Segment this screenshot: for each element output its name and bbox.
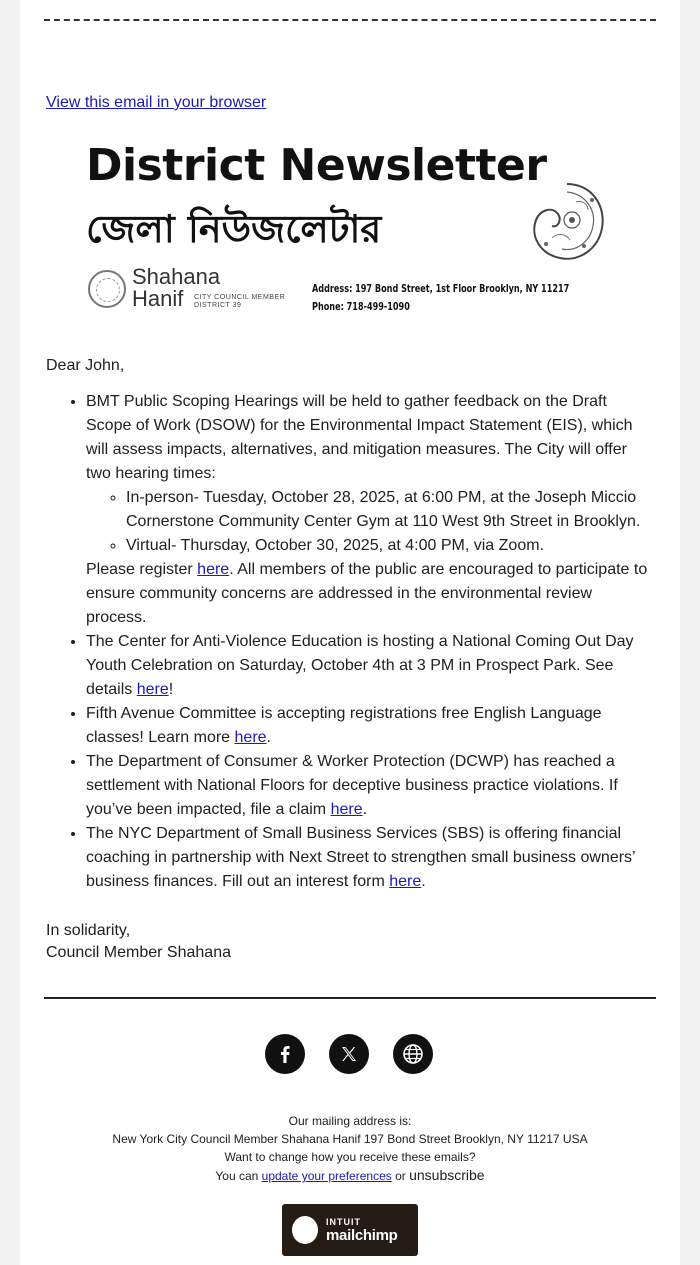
update-preferences-link[interactable]: update your preferences [261, 1169, 392, 1183]
unsubscribe-link[interactable]: unsubscribe [409, 1167, 485, 1183]
member-last-name: Hanif [132, 286, 184, 311]
list-item [86, 750, 656, 822]
x-icon[interactable] [329, 1034, 369, 1074]
mailing-address-label: Our mailing address is: [288, 1114, 412, 1128]
office-address: Address: 197 Bond Street, 1st Floor Brooklyn, NY 11217 [312, 282, 570, 295]
banner-title-bengali: জেলা নিউজলেটার [86, 207, 382, 251]
item-text: BMT Public Scoping Hearings will be held to gather feedback on the Draft Scope of Work (DSOW) for the Environmental Impact Statement (EIS), which will assess impacts, alternatives, and mitigation measures. The City will offer two hearing times: [86, 393, 633, 482]
paisley-ornament-icon [522, 176, 612, 266]
list-item: ◦ In-person- Tuesday, October 28, 2025, at 6:00 PM, at the Joseph Miccio Cornerstone Community Center Gym at 110 West 9th Street in Brooklyn. [126, 486, 656, 534]
list-item: ◦ Virtual- Thursday, October 30, 2025, at 4:00 PM, via Zoom. [126, 534, 656, 558]
item-text: The Center for Anti-Violence Education is hosting a National Coming Out Day Youth Celebration on Saturday, October 4th at 3 PM in Prospect Park. See details [86, 633, 634, 698]
social-links [265, 1034, 435, 1076]
list-item [86, 702, 656, 750]
item-text: The NYC Department of Small Business Services (SBS) is offering financial coaching in partnership with Next Street to strengthen small business owners’ business finances. Fill out an interest form [86, 825, 636, 890]
item-text: Please register [86, 561, 198, 578]
news-list [46, 390, 656, 894]
banner-title-english: District Newsletter [86, 140, 547, 191]
register-link[interactable]: here [197, 561, 230, 578]
item-text: . [421, 873, 426, 890]
list-item [86, 390, 656, 630]
signoff [46, 920, 656, 964]
list-item [86, 822, 656, 894]
newsletter-banner [86, 138, 616, 318]
item-text: . All members of the public are encouraged to participate to ensure community concerns are addressed in the environmental review process. [86, 561, 648, 626]
mailing-address: New York City Council Member Shahana Hanif 197 Bond Street Brooklyn, NY 11217 USA [112, 1132, 588, 1146]
item-text: Fifth Avenue Committee is accepting registrations free English Language classes! Learn more [86, 705, 602, 746]
member-title: CITY COUNCIL MEMBER [194, 294, 286, 301]
mailchimp-badge[interactable] [282, 1204, 418, 1256]
email-footer [20, 1112, 680, 1185]
signoff-line: In solidarity, [46, 922, 131, 939]
hearing-times-list [86, 486, 656, 558]
list-item [86, 630, 656, 702]
member-first-name: Shahana [132, 264, 221, 289]
change-prompt: Want to change how you receive these emails? [224, 1150, 476, 1164]
badge-product-line: mailchimp [326, 1227, 398, 1244]
dashed-divider [44, 19, 656, 21]
council-member-tag [194, 294, 285, 310]
preferences-line [20, 1166, 680, 1185]
item-text: The Department of Consumer & Worker Protection (DCWP) has reached a settlement with National Floors for deceptive business practice violations. If you’ve been impacted, file a claim [86, 753, 618, 818]
mailchimp-logo-icon [292, 1216, 318, 1244]
english-classes-link[interactable]: here [234, 729, 267, 746]
member-district: DISTRICT 39 [194, 302, 242, 309]
greeting: Dear John, [46, 357, 125, 374]
nyc-seal-icon [88, 270, 126, 308]
office-phone: Phone: 718-499-1090 [312, 300, 410, 313]
interest-form-link[interactable]: here [389, 873, 422, 890]
item-text: ! [168, 681, 174, 698]
badge-brand-line: INTUIT [326, 1217, 361, 1227]
item-text: . [362, 801, 368, 818]
email-card [20, 0, 680, 1265]
view-in-browser-link[interactable]: View this email in your browser [46, 94, 267, 111]
footer-divider [44, 997, 656, 999]
signoff-signature: Council Member Shahana [46, 944, 231, 961]
office-contact [312, 280, 569, 316]
item-text: . [266, 729, 271, 746]
website-icon[interactable] [393, 1034, 433, 1074]
newsletter-body [46, 354, 656, 964]
celebration-details-link[interactable]: here [136, 681, 169, 698]
preferences-text: You can [215, 1169, 262, 1183]
facebook-icon[interactable] [265, 1034, 305, 1074]
file-claim-link[interactable]: here [330, 801, 363, 818]
preferences-text: or [391, 1169, 410, 1183]
